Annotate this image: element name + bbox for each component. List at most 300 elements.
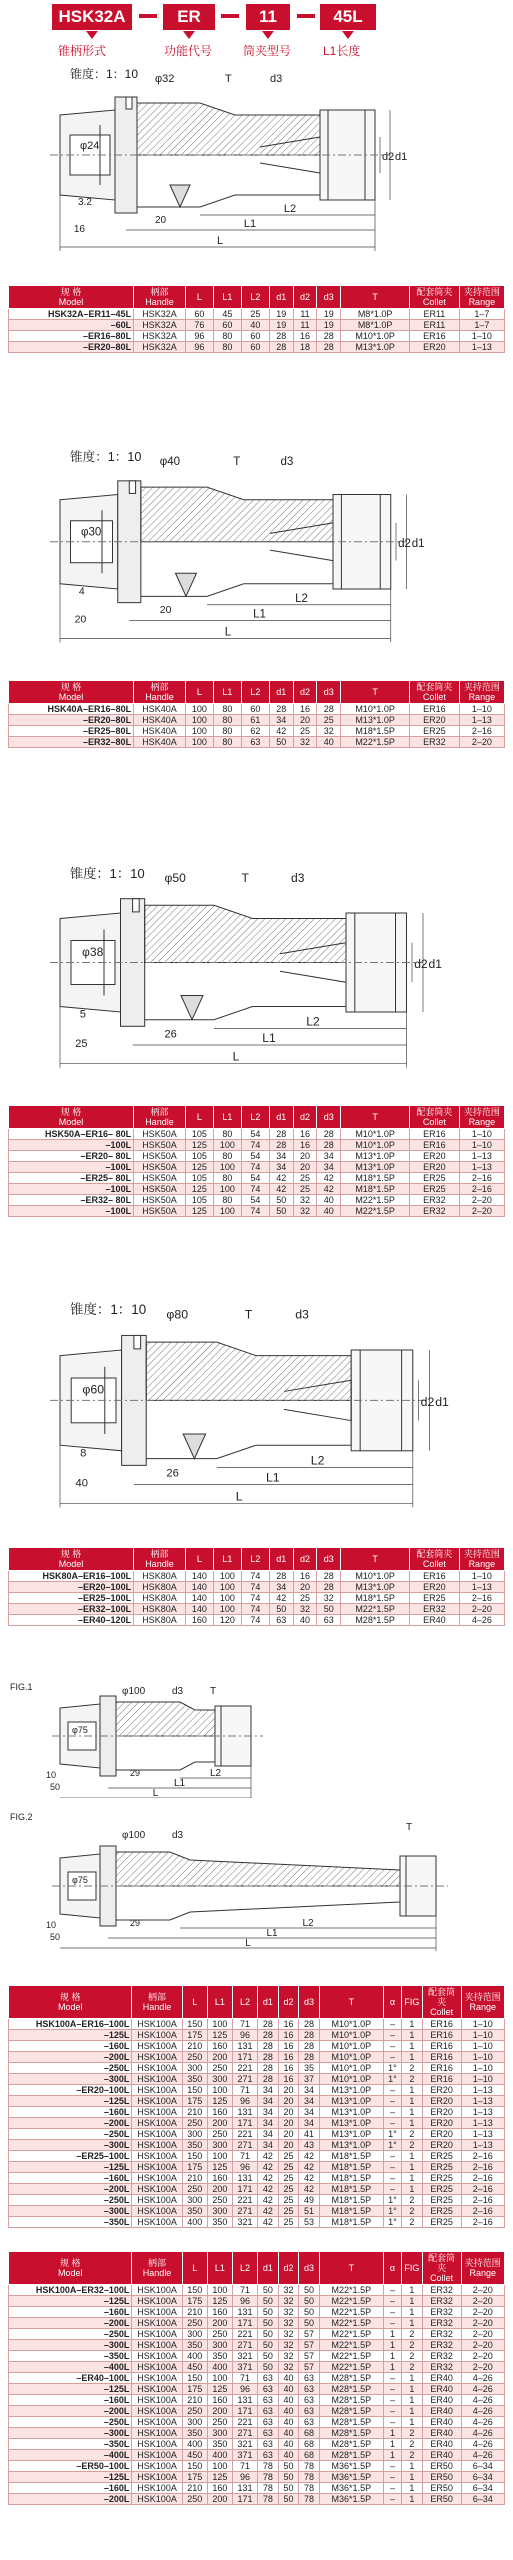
cell-d1: 50 <box>258 2340 279 2351</box>
cell-d2: 20 <box>278 2129 299 2140</box>
cell-handle: HSK50A <box>134 1151 186 1162</box>
cell-l1: 200 <box>207 2494 232 2505</box>
cell-d3: 68 <box>299 2450 320 2461</box>
cell-d2: 32 <box>278 2340 299 2351</box>
cell-t: M22*1.5P <box>319 2329 383 2340</box>
cell-collet: ER20 <box>422 2118 461 2129</box>
cell-l2: 40 <box>241 320 269 331</box>
table-row <box>9 2461 505 2472</box>
dim-c-label: 29 <box>130 1918 141 1928</box>
cell-d1: 28 <box>258 2041 279 2052</box>
cell-d3: 63 <box>299 2384 320 2395</box>
cell-d1: 19 <box>269 320 293 331</box>
cell-l2: 96 <box>232 2384 257 2395</box>
cell-l2: 74 <box>241 1582 269 1593</box>
cell-d2: 40 <box>278 2406 299 2417</box>
cell-t: M22*1.5P <box>319 2307 383 2318</box>
cell-model: –200L <box>9 2406 132 2417</box>
cell-collet: ER32 <box>410 1195 460 1206</box>
cell-model: –ER32– 80L <box>9 1195 134 1206</box>
cell-range: 1–7 <box>459 309 504 320</box>
table-row <box>9 2162 505 2173</box>
cell-l2: 131 <box>232 2483 257 2494</box>
cell-d2: 40 <box>278 2417 299 2428</box>
cell-d3: 34 <box>299 2107 320 2118</box>
cell-collet: ER32 <box>410 737 460 748</box>
ordering-code-legend <box>0 0 513 60</box>
cell-d2: 16 <box>293 331 317 342</box>
dim-a-label: 10 <box>46 1770 57 1780</box>
cell-d2: 25 <box>293 726 317 737</box>
cell-d3: 63 <box>299 2373 320 2384</box>
column-header-range: 夹持范围 Range <box>461 1986 505 2019</box>
spec-table <box>8 285 505 353</box>
cell-model: –ER20–80L <box>9 715 134 726</box>
column-header-t: T <box>341 1548 410 1571</box>
l2-label: L2 <box>209 1768 222 1779</box>
cell-l1: 200 <box>207 2184 232 2195</box>
cell-l: 175 <box>182 2096 207 2107</box>
cell-collet: ER50 <box>422 2461 461 2472</box>
column-header-collet: 配套筒夹 Collet <box>422 1986 461 2019</box>
column-header-handle: 柄部 Handle <box>132 2252 182 2285</box>
cell-d1: 28 <box>269 1129 293 1140</box>
flange-diameter-label: φ80 <box>166 1307 189 1322</box>
holder-drawing <box>0 442 513 677</box>
l1-label: L1 <box>243 218 257 230</box>
column-header-collet: 配套筒夹 Collet <box>410 286 460 309</box>
table-row <box>9 2285 505 2296</box>
dim-c-label: 20 <box>155 215 167 226</box>
cell-alpha: 1° <box>383 2063 401 2074</box>
cell-t: M18*1.5P <box>341 1184 410 1195</box>
cell-l: 400 <box>182 2351 207 2362</box>
column-header-handle: 柄部 Handle <box>134 681 186 704</box>
column-header-alpha: α <box>383 2252 401 2285</box>
cell-l: 60 <box>185 309 213 320</box>
cell-d2: 25 <box>293 1173 317 1184</box>
table-row <box>9 2373 505 2384</box>
cell-model: –350L <box>9 2439 132 2450</box>
column-header-model: 规 格 Model <box>9 1106 134 1129</box>
cell-alpha: – <box>383 2296 401 2307</box>
cell-l: 125 <box>185 1140 213 1151</box>
cell-model: –300L <box>9 2074 132 2085</box>
cell-l1: 120 <box>213 1615 241 1626</box>
cell-model: –125L <box>9 2384 132 2395</box>
cell-range: 4–26 <box>459 1615 504 1626</box>
cell-l1: 80 <box>213 715 241 726</box>
cell-d1: 63 <box>258 2373 279 2384</box>
cell-model: HSK80A–ER16–100L <box>9 1571 134 1582</box>
cell-l2: 321 <box>232 2217 257 2228</box>
cell-d3: 32 <box>317 1593 341 1604</box>
cell-d2: 16 <box>278 2019 299 2030</box>
cell-alpha: – <box>383 2384 401 2395</box>
cell-d1: 50 <box>269 737 293 748</box>
down-arrow-icon <box>262 31 274 39</box>
cell-collet: ER25 <box>410 1184 460 1195</box>
cell-l2: 171 <box>232 2318 257 2329</box>
dim-c-label: 26 <box>164 1028 177 1041</box>
cell-l2: 71 <box>232 2285 257 2296</box>
table-row <box>9 1593 505 1604</box>
cell-collet: ER32 <box>422 2329 461 2340</box>
cell-d2: 25 <box>278 2173 299 2184</box>
cell-d1: 34 <box>258 2118 279 2129</box>
cell-d2: 20 <box>293 1151 317 1162</box>
cell-d1: 34 <box>258 2085 279 2096</box>
cell-d2: 20 <box>278 2107 299 2118</box>
cell-range: 2–20 <box>461 2285 505 2296</box>
cell-collet: ER16 <box>422 2052 461 2063</box>
cell-d3: 28 <box>317 1582 341 1593</box>
cell-model: –60L <box>9 320 134 331</box>
cell-handle: HSK100A <box>132 2118 182 2129</box>
code-dash <box>221 14 239 18</box>
cell-d1: 34 <box>258 2129 279 2140</box>
column-header-d3: d3 <box>317 1106 341 1129</box>
table-row <box>9 2052 505 2063</box>
cell-l: 105 <box>185 1173 213 1184</box>
cell-d1: 42 <box>258 2173 279 2184</box>
cell-range: 2–16 <box>459 1173 504 1184</box>
cell-l2: 131 <box>232 2173 257 2184</box>
cell-l2: 131 <box>232 2041 257 2052</box>
column-header-l: L <box>185 1106 213 1129</box>
cell-range: 2–16 <box>461 2195 505 2206</box>
table-row <box>9 2318 505 2329</box>
cell-alpha: 1° <box>383 2129 401 2140</box>
cell-handle: HSK50A <box>134 1162 186 1173</box>
cell-l: 350 <box>182 2428 207 2439</box>
code-dash <box>297 14 315 18</box>
cell-range: 1–10 <box>461 2030 505 2041</box>
cell-d2: 20 <box>278 2118 299 2129</box>
cell-d3: 51 <box>299 2206 320 2217</box>
column-header-d1: d1 <box>269 286 293 309</box>
column-header-model: 规 格 Model <box>9 1548 134 1571</box>
cell-d2: 50 <box>278 2494 299 2505</box>
cell-range: 2–16 <box>461 2217 505 2228</box>
cell-range: 2–20 <box>459 737 504 748</box>
column-header-d3: d3 <box>299 1986 320 2019</box>
cell-collet: ER25 <box>410 726 460 737</box>
cell-t: M28*1.5P <box>341 1615 410 1626</box>
cell-range: 1–10 <box>459 331 504 342</box>
cell-collet: ER16 <box>410 1571 460 1582</box>
cell-collet: ER20 <box>422 2140 461 2151</box>
cell-handle: HSK100A <box>132 2340 182 2351</box>
code-box-function: ER <box>163 4 215 30</box>
cell-model: –400L <box>9 2362 132 2373</box>
cell-t: M22*1.5P <box>319 2285 383 2296</box>
cell-model: –100L <box>9 1184 134 1195</box>
cell-model: –350L <box>9 2217 132 2228</box>
cell-l2: 60 <box>241 331 269 342</box>
column-header-l: L <box>185 681 213 704</box>
table-row <box>9 1140 505 1151</box>
cell-d3: 50 <box>299 2307 320 2318</box>
column-header-d2: d2 <box>278 2252 299 2285</box>
cell-fig: 1 <box>402 2483 423 2494</box>
cell-range: 6–34 <box>461 2483 505 2494</box>
cell-d1: 50 <box>269 1195 293 1206</box>
cell-alpha: – <box>383 2285 401 2296</box>
cell-l1: 100 <box>213 1162 241 1173</box>
table-row <box>9 320 505 331</box>
cell-collet: ER40 <box>422 2428 461 2439</box>
cell-d1: 50 <box>258 2285 279 2296</box>
cell-l: 300 <box>182 2329 207 2340</box>
cell-d1: 42 <box>258 2184 279 2195</box>
cell-collet: ER32 <box>422 2296 461 2307</box>
cell-l2: 74 <box>241 1604 269 1615</box>
cell-handle: HSK100A <box>132 2362 182 2373</box>
cell-collet: ER50 <box>422 2483 461 2494</box>
cell-model: –250L <box>9 2417 132 2428</box>
column-header-t: T <box>341 286 410 309</box>
column-header-handle: 柄部 Handle <box>134 1548 186 1571</box>
cell-alpha: 1 <box>383 2329 401 2340</box>
cell-l1: 300 <box>207 2206 232 2217</box>
cell-l: 160 <box>185 1615 213 1626</box>
taper-label: 锥度：1：10 <box>70 449 142 464</box>
column-header-d2: d2 <box>293 1548 317 1571</box>
table-row <box>9 737 505 748</box>
table-row <box>9 2307 505 2318</box>
cell-d2: 20 <box>293 1162 317 1173</box>
cell-l2: 71 <box>232 2151 257 2162</box>
cell-d3: 28 <box>299 2052 320 2063</box>
cell-l1: 100 <box>213 1604 241 1615</box>
cell-fig: 2 <box>402 2063 423 2074</box>
column-header-l2: L2 <box>241 681 269 704</box>
cell-fig: 1 <box>402 2173 423 2184</box>
cell-d1: 63 <box>258 2417 279 2428</box>
dim-a-label: 3.2 <box>78 197 92 208</box>
cell-l2: 171 <box>232 2406 257 2417</box>
cell-d2: 20 <box>278 2096 299 2107</box>
cell-l: 100 <box>185 737 213 748</box>
cell-l2: 71 <box>232 2019 257 2030</box>
cell-handle: HSK100A <box>132 2439 182 2450</box>
cell-handle: HSK80A <box>134 1582 186 1593</box>
cell-l: 250 <box>182 2052 207 2063</box>
cell-t: M10*1.0P <box>319 2030 383 2041</box>
cell-l: 140 <box>185 1604 213 1615</box>
cell-handle: HSK50A <box>134 1173 186 1184</box>
cell-l1: 80 <box>213 342 241 353</box>
cell-l: 350 <box>182 2074 207 2085</box>
column-header-d2: d2 <box>293 286 317 309</box>
cell-d3: 53 <box>299 2217 320 2228</box>
cell-collet: ER20 <box>410 715 460 726</box>
cell-alpha: – <box>383 2318 401 2329</box>
table-row <box>9 2439 505 2450</box>
cell-d2: 25 <box>293 1593 317 1604</box>
cell-l1: 125 <box>207 2096 232 2107</box>
cell-l1: 100 <box>213 1140 241 1151</box>
cell-l: 100 <box>185 704 213 715</box>
cell-model: –ER25– 80L <box>9 1173 134 1184</box>
cell-l2: 54 <box>241 1173 269 1184</box>
cell-range: 2–20 <box>461 2307 505 2318</box>
cell-l: 150 <box>182 2461 207 2472</box>
cell-model: HSK40A–ER16–80L <box>9 704 134 715</box>
cell-alpha: – <box>383 2307 401 2318</box>
cell-alpha: – <box>383 2162 401 2173</box>
cell-fig: 1 <box>402 2307 423 2318</box>
cell-d3: 42 <box>299 2151 320 2162</box>
l1-label: L1 <box>262 1031 276 1045</box>
cell-model: –250L <box>9 2063 132 2074</box>
cell-d2: 11 <box>293 320 317 331</box>
cell-t: M10*1.0P <box>341 1140 410 1151</box>
cell-range: 2–20 <box>461 2329 505 2340</box>
cell-handle: HSK50A <box>134 1140 186 1151</box>
cell-d1: 42 <box>258 2217 279 2228</box>
column-header-l2: L2 <box>241 286 269 309</box>
cell-t: M22*1.5P <box>319 2340 383 2351</box>
cell-l1: 160 <box>207 2483 232 2494</box>
cell-fig: 1 <box>402 2285 423 2296</box>
cell-d2: 16 <box>293 704 317 715</box>
cell-d3: 34 <box>317 1151 341 1162</box>
cell-l2: 61 <box>241 715 269 726</box>
cell-t: M13*1.0P <box>319 2118 383 2129</box>
cell-handle: HSK40A <box>134 737 186 748</box>
cell-handle: HSK100A <box>132 2351 182 2362</box>
column-header-handle: 柄部 Handle <box>134 1106 186 1129</box>
table-row <box>9 2472 505 2483</box>
cell-collet: ER20 <box>422 2107 461 2118</box>
l-label: L <box>245 1938 251 1949</box>
cell-l1: 400 <box>207 2362 232 2373</box>
cell-fig: 2 <box>402 2450 423 2461</box>
fig-drawing <box>0 1808 513 1973</box>
cell-model: HSK100A–ER32–100L <box>9 2285 132 2296</box>
cell-d2: 25 <box>278 2217 299 2228</box>
cell-collet: ER20 <box>422 2085 461 2096</box>
cell-l: 140 <box>185 1571 213 1582</box>
down-arrow-icon <box>86 31 98 39</box>
cell-handle: HSK80A <box>134 1604 186 1615</box>
cell-l: 96 <box>185 342 213 353</box>
column-header-l1: L1 <box>207 2252 232 2285</box>
cell-t: M10*1.0P <box>319 2041 383 2052</box>
cell-handle: HSK100A <box>132 2151 182 2162</box>
d1-label: d1 <box>395 151 408 163</box>
cell-handle: HSK100A <box>132 2461 182 2472</box>
cell-d3: 40 <box>317 737 341 748</box>
cell-l1: 400 <box>207 2450 232 2461</box>
cell-handle: HSK100A <box>132 2096 182 2107</box>
cell-fig: 2 <box>402 2351 423 2362</box>
cell-l1: 350 <box>207 2439 232 2450</box>
table-row <box>9 2351 505 2362</box>
cell-collet: ER25 <box>410 1593 460 1604</box>
cell-l1: 250 <box>207 2129 232 2140</box>
cell-fig: 1 <box>402 2118 423 2129</box>
cell-l1: 350 <box>207 2351 232 2362</box>
d3-label: d3 <box>295 1307 309 1322</box>
column-header-d1: d1 <box>269 1106 293 1129</box>
cell-collet: ER40 <box>422 2417 461 2428</box>
table-row <box>9 1162 505 1173</box>
cell-range: 1–10 <box>461 2041 505 2052</box>
thread-label: T <box>241 871 249 886</box>
cell-range: 1–7 <box>459 320 504 331</box>
cell-alpha: – <box>383 2052 401 2063</box>
column-header-collet: 配套筒夹 Collet <box>410 681 460 704</box>
cell-l1: 250 <box>207 2195 232 2206</box>
cell-fig: 2 <box>402 2140 423 2151</box>
fig-label: FIG.1 <box>10 1682 33 1692</box>
cell-handle: HSK32A <box>134 342 186 353</box>
cell-collet: ER20 <box>410 1151 460 1162</box>
code-dash <box>139 14 157 18</box>
cell-collet: ER32 <box>410 1206 460 1217</box>
cell-l2: 62 <box>241 726 269 737</box>
cell-collet: ER25 <box>422 2195 461 2206</box>
cell-model: –125L <box>9 2296 132 2307</box>
cell-handle: HSK50A <box>134 1129 186 1140</box>
shank-diameter-label: φ24 <box>80 140 100 152</box>
cell-collet: ER40 <box>422 2439 461 2450</box>
column-header-t: T <box>319 1986 383 2019</box>
cell-l1: 45 <box>213 309 241 320</box>
column-header-handle: 柄部 Handle <box>132 1986 182 2019</box>
cell-handle: HSK80A <box>134 1615 186 1626</box>
cell-alpha: 1 <box>383 2439 401 2450</box>
cell-fig: 1 <box>402 2041 423 2052</box>
cell-fig: 1 <box>402 2151 423 2162</box>
cell-collet: ER25 <box>422 2162 461 2173</box>
cell-collet: ER16 <box>422 2041 461 2052</box>
column-header-l1: L1 <box>213 1548 241 1571</box>
cell-t: M28*1.5P <box>319 2395 383 2406</box>
table-row <box>9 2494 505 2505</box>
flange-diameter-label: φ100 <box>122 1830 146 1841</box>
cell-range: 4–26 <box>461 2450 505 2461</box>
cell-range: 1–10 <box>459 704 504 715</box>
cell-l2: 54 <box>241 1151 269 1162</box>
cell-l1: 100 <box>207 2151 232 2162</box>
cell-d2: 16 <box>278 2074 299 2085</box>
table-row <box>9 2063 505 2074</box>
cell-collet: ER16 <box>422 2063 461 2074</box>
cell-collet: ER25 <box>422 2173 461 2184</box>
cell-d1: 34 <box>258 2140 279 2151</box>
l-label: L <box>235 1489 243 1504</box>
cell-handle: HSK32A <box>134 331 186 342</box>
cell-d1: 42 <box>269 1173 293 1184</box>
cell-collet: ER25 <box>422 2184 461 2195</box>
cell-d1: 78 <box>258 2494 279 2505</box>
cell-d2: 25 <box>278 2162 299 2173</box>
cell-model: –ER20–100L <box>9 1582 134 1593</box>
cell-model: –200L <box>9 2052 132 2063</box>
cell-d2: 11 <box>293 309 317 320</box>
cell-range: 1–13 <box>459 1162 504 1173</box>
cell-alpha: – <box>383 2151 401 2162</box>
cell-t: M10*1.0P <box>341 1571 410 1582</box>
cell-l2: 60 <box>241 704 269 715</box>
table-row <box>9 2074 505 2085</box>
cell-collet: ER16 <box>422 2074 461 2085</box>
cell-fig: 2 <box>402 2439 423 2450</box>
